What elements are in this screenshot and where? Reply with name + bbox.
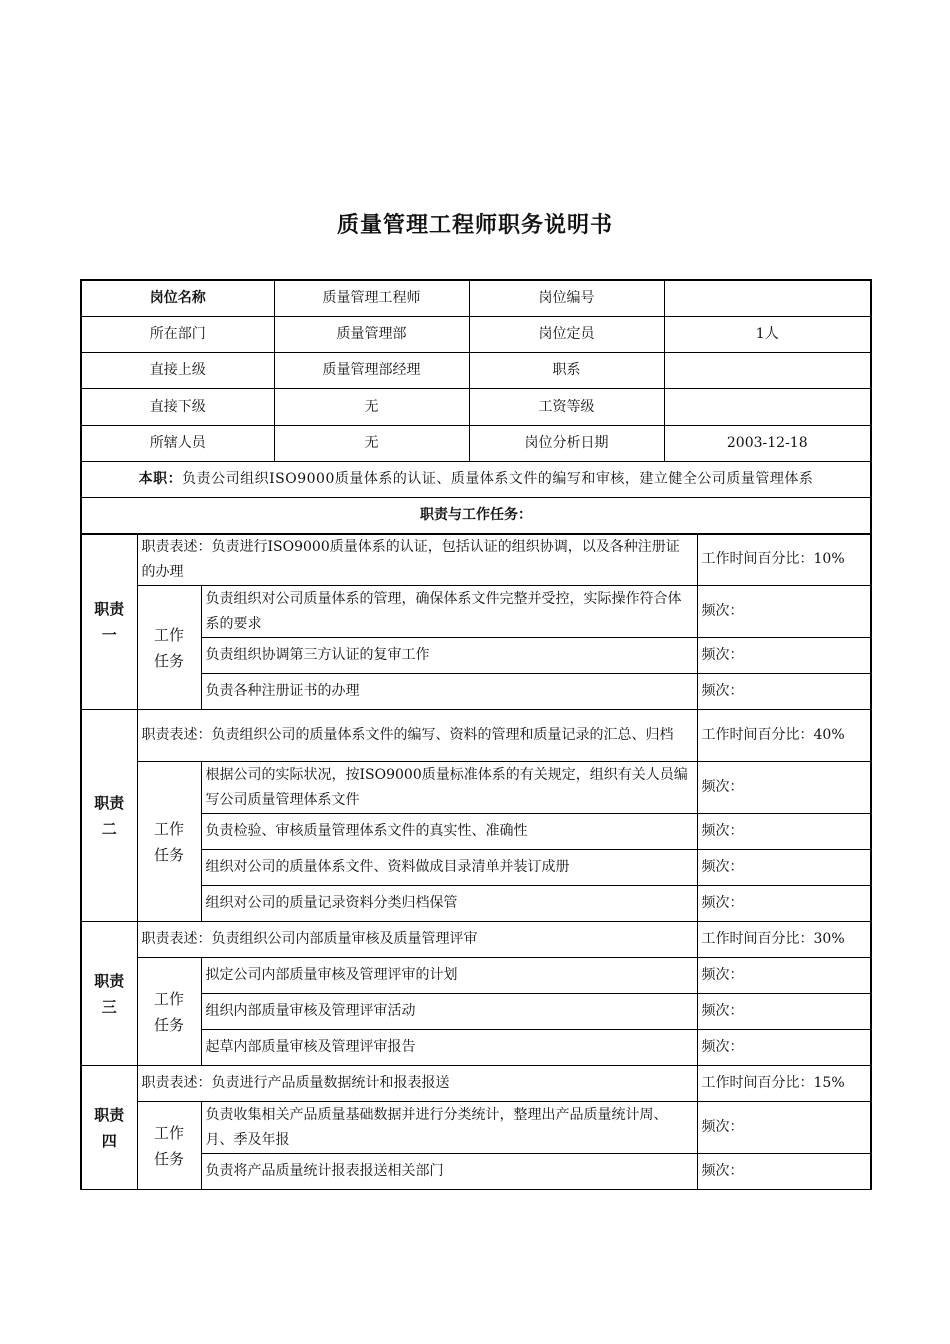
task-text: 负责各种注册证书的办理 xyxy=(201,674,697,710)
task-text: 负责组织对公司质量体系的管理，确保体系文件完整并受控，实际操作符合体系的要求 xyxy=(201,586,697,638)
duty-desc: 职责表述：负责进行产品质量数据统计和报表报送 xyxy=(137,1066,697,1102)
task-text: 组织对公司的质量记录资料分类归档保管 xyxy=(201,886,697,922)
task-text: 负责组织协调第三方认证的复审工作 xyxy=(201,638,697,674)
duties-header-row xyxy=(81,498,871,535)
info-row-3 xyxy=(81,353,871,389)
info-row-2 xyxy=(81,317,871,353)
value-department: 质量管理部 xyxy=(274,317,469,353)
value-analysis-date: 2003-12-18 xyxy=(664,426,871,462)
value-staff: 无 xyxy=(274,426,469,462)
task-frequency: 频次： xyxy=(697,638,871,674)
duty-time-pct: 工作时间百分比：30% xyxy=(697,922,871,958)
task-frequency: 频次： xyxy=(697,886,871,922)
task-text: 负责将产品质量统计报表报送相关部门 xyxy=(201,1154,697,1190)
duty-desc: 职责表述：负责组织公司的质量体系文件的编写、资料的管理和质量记录的汇总、归档 xyxy=(137,710,697,762)
work-task-label: 工作任务 xyxy=(137,958,201,1066)
label-job-number: 岗位编号 xyxy=(469,280,664,317)
value-salary-grade xyxy=(664,389,871,426)
task-text: 根据公司的实际状况，按ISO9000质量标准体系的有关规定，组织有关人员编写公司质量管理体系文件 xyxy=(201,762,697,814)
info-row-5 xyxy=(81,426,871,462)
label-analysis-date: 岗位分析日期 xyxy=(469,426,664,462)
task-row xyxy=(81,586,871,638)
duty-desc-row xyxy=(81,534,871,586)
duty-label: 职责四 xyxy=(81,1066,137,1190)
task-frequency: 频次： xyxy=(697,1030,871,1066)
page-title: 质量管理工程师职务说明书 xyxy=(336,213,613,238)
value-job-family xyxy=(664,353,871,389)
benzhi-label: 本职： xyxy=(138,471,183,487)
task-row xyxy=(81,762,871,814)
value-job-title: 质量管理工程师 xyxy=(274,280,469,317)
task-frequency: 频次： xyxy=(697,814,871,850)
task-row xyxy=(81,958,871,994)
task-text: 组织内部质量审核及管理评审活动 xyxy=(201,994,697,1030)
task-frequency: 频次： xyxy=(697,958,871,994)
value-headcount: 1人 xyxy=(664,317,871,353)
label-headcount: 岗位定员 xyxy=(469,317,664,353)
benzhi-text: 负责公司组织ISO9000质量体系的认证、质量体系文件的编写和审核，建立健全公司质量管理体系 xyxy=(182,471,814,487)
value-subordinate: 无 xyxy=(274,389,469,426)
task-text: 起草内部质量审核及管理评审报告 xyxy=(201,1030,697,1066)
duty-time-pct: 工作时间百分比：40% xyxy=(697,710,871,762)
duty-desc-row xyxy=(81,922,871,958)
task-frequency: 频次： xyxy=(697,762,871,814)
task-text: 拟定公司内部质量审核及管理评审的计划 xyxy=(201,958,697,994)
duty-label: 职责三 xyxy=(81,922,137,1066)
benzhi-cell xyxy=(81,462,871,498)
task-frequency: 频次： xyxy=(697,1154,871,1190)
task-text: 负责检验、审核质量管理体系文件的真实性、准确性 xyxy=(201,814,697,850)
info-row-4 xyxy=(81,389,871,426)
duties-body xyxy=(81,534,871,1190)
label-subordinate: 直接下级 xyxy=(81,389,274,426)
task-frequency: 频次： xyxy=(697,994,871,1030)
duties-table xyxy=(80,533,872,1190)
task-frequency: 频次： xyxy=(697,674,871,710)
duty-label: 职责一 xyxy=(81,534,137,710)
duty-desc-row xyxy=(81,710,871,762)
info-row-1 xyxy=(81,280,871,317)
value-superior: 质量管理部经理 xyxy=(274,353,469,389)
duty-desc: 职责表述：负责进行ISO9000质量体系的认证，包括认证的组织协调，以及各种注册证的办理 xyxy=(137,534,697,586)
duties-header: 职责与工作任务： xyxy=(81,498,871,535)
label-job-family: 职系 xyxy=(469,353,664,389)
duty-time-pct: 工作时间百分比：10% xyxy=(697,534,871,586)
duty-time-pct: 工作时间百分比：15% xyxy=(697,1066,871,1102)
duty-desc-row xyxy=(81,1066,871,1102)
work-task-label: 工作任务 xyxy=(137,762,201,922)
benzhi-row xyxy=(81,462,871,498)
label-staff: 所辖人员 xyxy=(81,426,274,462)
label-job-title: 岗位名称 xyxy=(81,280,274,317)
duty-label: 职责二 xyxy=(81,710,137,922)
duty-desc: 职责表述：负责组织公司内部质量审核及质量管理评审 xyxy=(137,922,697,958)
work-task-label: 工作任务 xyxy=(137,1102,201,1190)
job-info-table xyxy=(80,279,872,535)
task-frequency: 频次： xyxy=(697,586,871,638)
label-salary-grade: 工资等级 xyxy=(469,389,664,426)
label-superior: 直接上级 xyxy=(81,353,274,389)
value-job-number xyxy=(664,280,871,317)
task-text: 组织对公司的质量体系文件、资料做成目录清单并装订成册 xyxy=(201,850,697,886)
task-row xyxy=(81,1102,871,1154)
task-frequency: 频次： xyxy=(697,1102,871,1154)
task-frequency: 频次： xyxy=(697,850,871,886)
label-department: 所在部门 xyxy=(81,317,274,353)
task-text: 负责收集相关产品质量基础数据并进行分类统计，整理出产品质量统计周、月、季及年报 xyxy=(201,1102,697,1154)
work-task-label: 工作任务 xyxy=(137,586,201,710)
